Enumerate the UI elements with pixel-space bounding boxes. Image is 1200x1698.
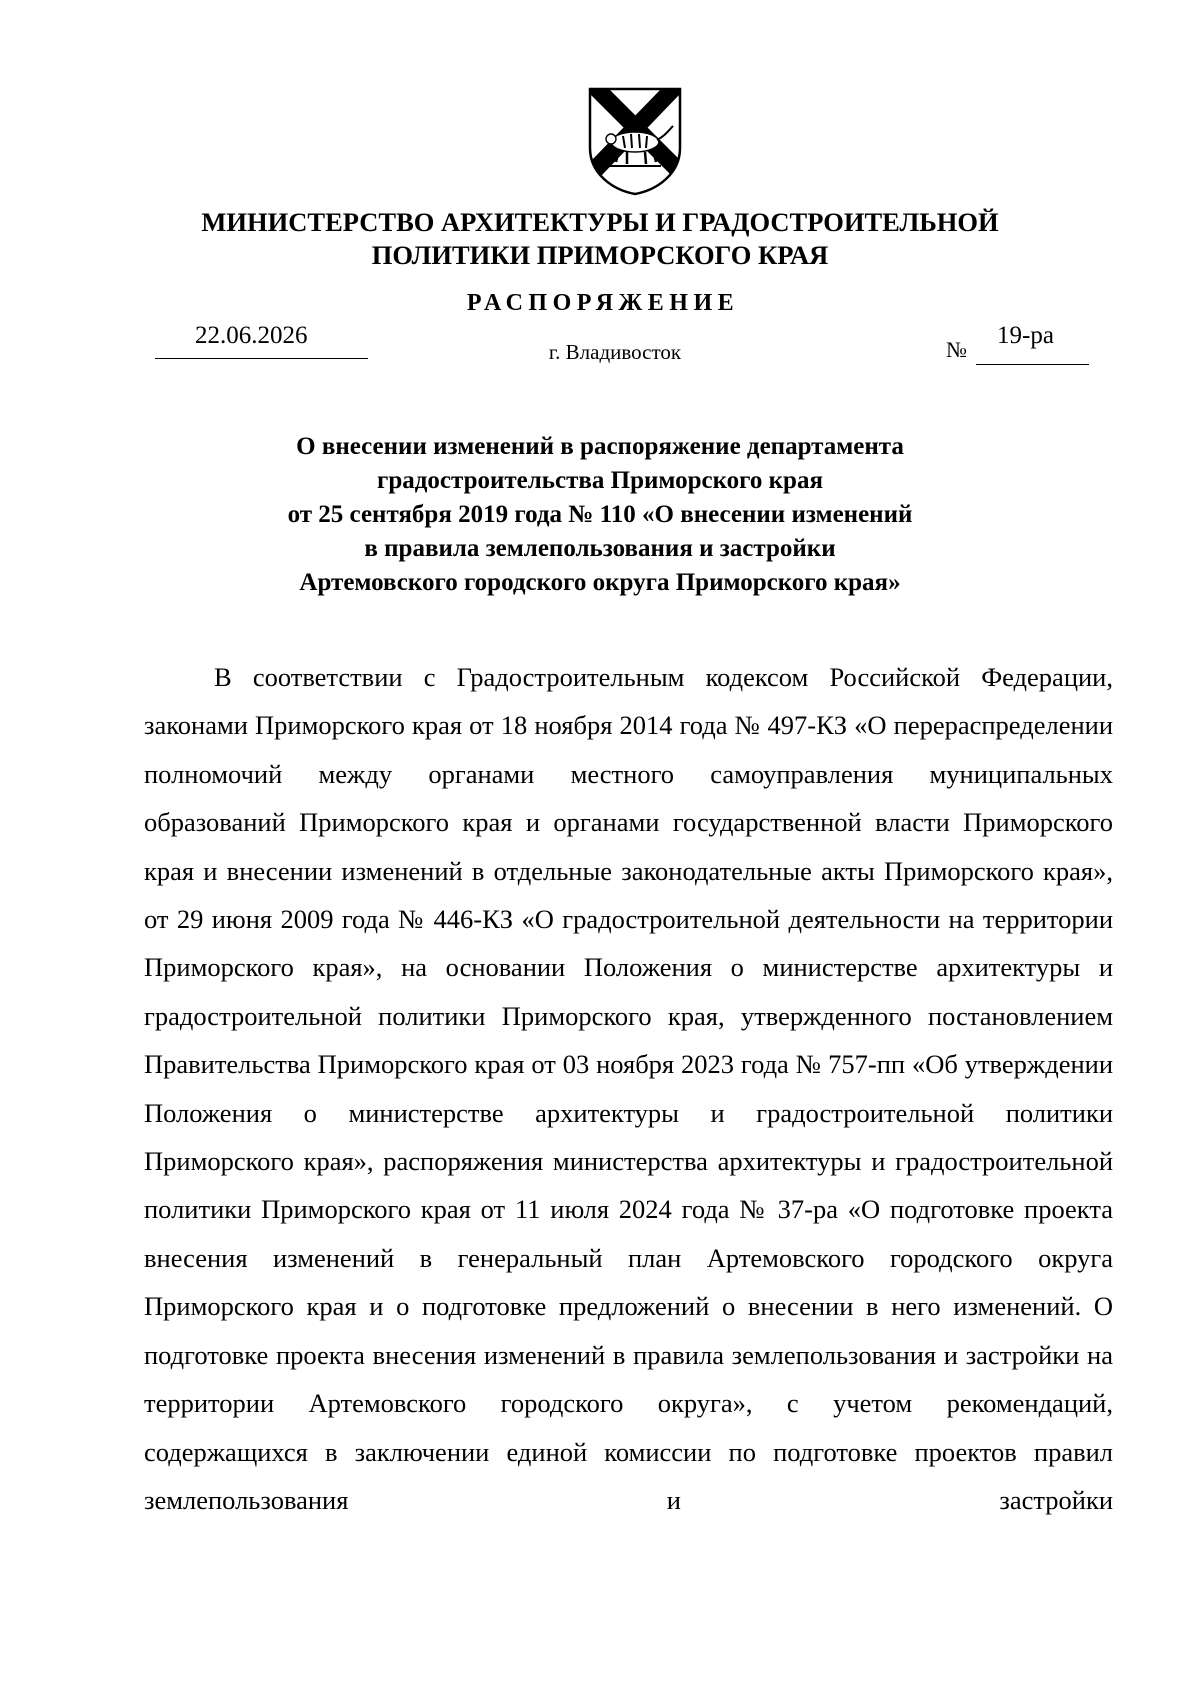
document-type: РАСПОРЯЖЕНИЕ [466, 290, 740, 316]
ministry-name [0, 206, 1200, 272]
subject-line: в правила землепользования и застройки [364, 535, 836, 562]
body-paragraph: В соответствии с Градостроительным кодексом Российской Федерации, законами Приморского края от 18 ноября 2014 года № 497-КЗ «О перераспределении полномочий между органами местного самоуправления муниципальных образований Приморского края и органами государственной власти Приморского края и внесении изменений в отдельные законодательные акты Приморского края», от 29 июня 2009 года № 446-КЗ «О градостроительной деятельности на территории Приморского края», на основании Положения о министерстве архитектуры и градостроительной политики Приморского края, утвержденного постановлением Правительства Приморского края от 03 ноября 2023 года № 757-пп «Об утверждении Положения о министерстве архитектуры и градостроительной политики Приморского края», распоряжения министерства архитектуры и градостроительной политики Приморского края от 11 июля 2024 года № 37-ра «О подготовке проекта внесения изменений в генеральный план Артемовского городского округа Приморского края и о подготовке предложений о внесении в него изменений. О подготовке проекта внесения изменений в правила землепользования и застройки на территории Артемовского городского округа», с учетом рекомендаций, содержащихся в заключении единой комиссии по подготовке проектов правил землепользования и застройки [144, 662, 1113, 1515]
coat-of-arms-icon [587, 86, 683, 196]
document-subject [0, 430, 1200, 600]
city: г. Владивосток [548, 340, 682, 364]
subject-line: О внесении изменений в распоряжение департамента [296, 433, 904, 460]
number-label: № [946, 337, 967, 362]
number-field [976, 322, 1089, 365]
document-date: 22.06.2026 [195, 322, 308, 349]
ministry-name-line2: ПОЛИТИКИ ПРИМОРСКОГО КРАЯ [371, 240, 829, 270]
document-number: 19-ра [997, 322, 1054, 349]
subject-line: Артемовского городского округа Приморского края» [299, 569, 901, 596]
subject-line: градостроительства Приморского края [377, 467, 823, 494]
subject-line: от 25 сентября 2019 года № 110 «О внесении изменений [287, 501, 913, 528]
ministry-name-line1: МИНИСТЕРСТВО АРХИТЕКТУРЫ И ГРАДОСТРОИТЕЛЬНОЙ [201, 207, 999, 237]
